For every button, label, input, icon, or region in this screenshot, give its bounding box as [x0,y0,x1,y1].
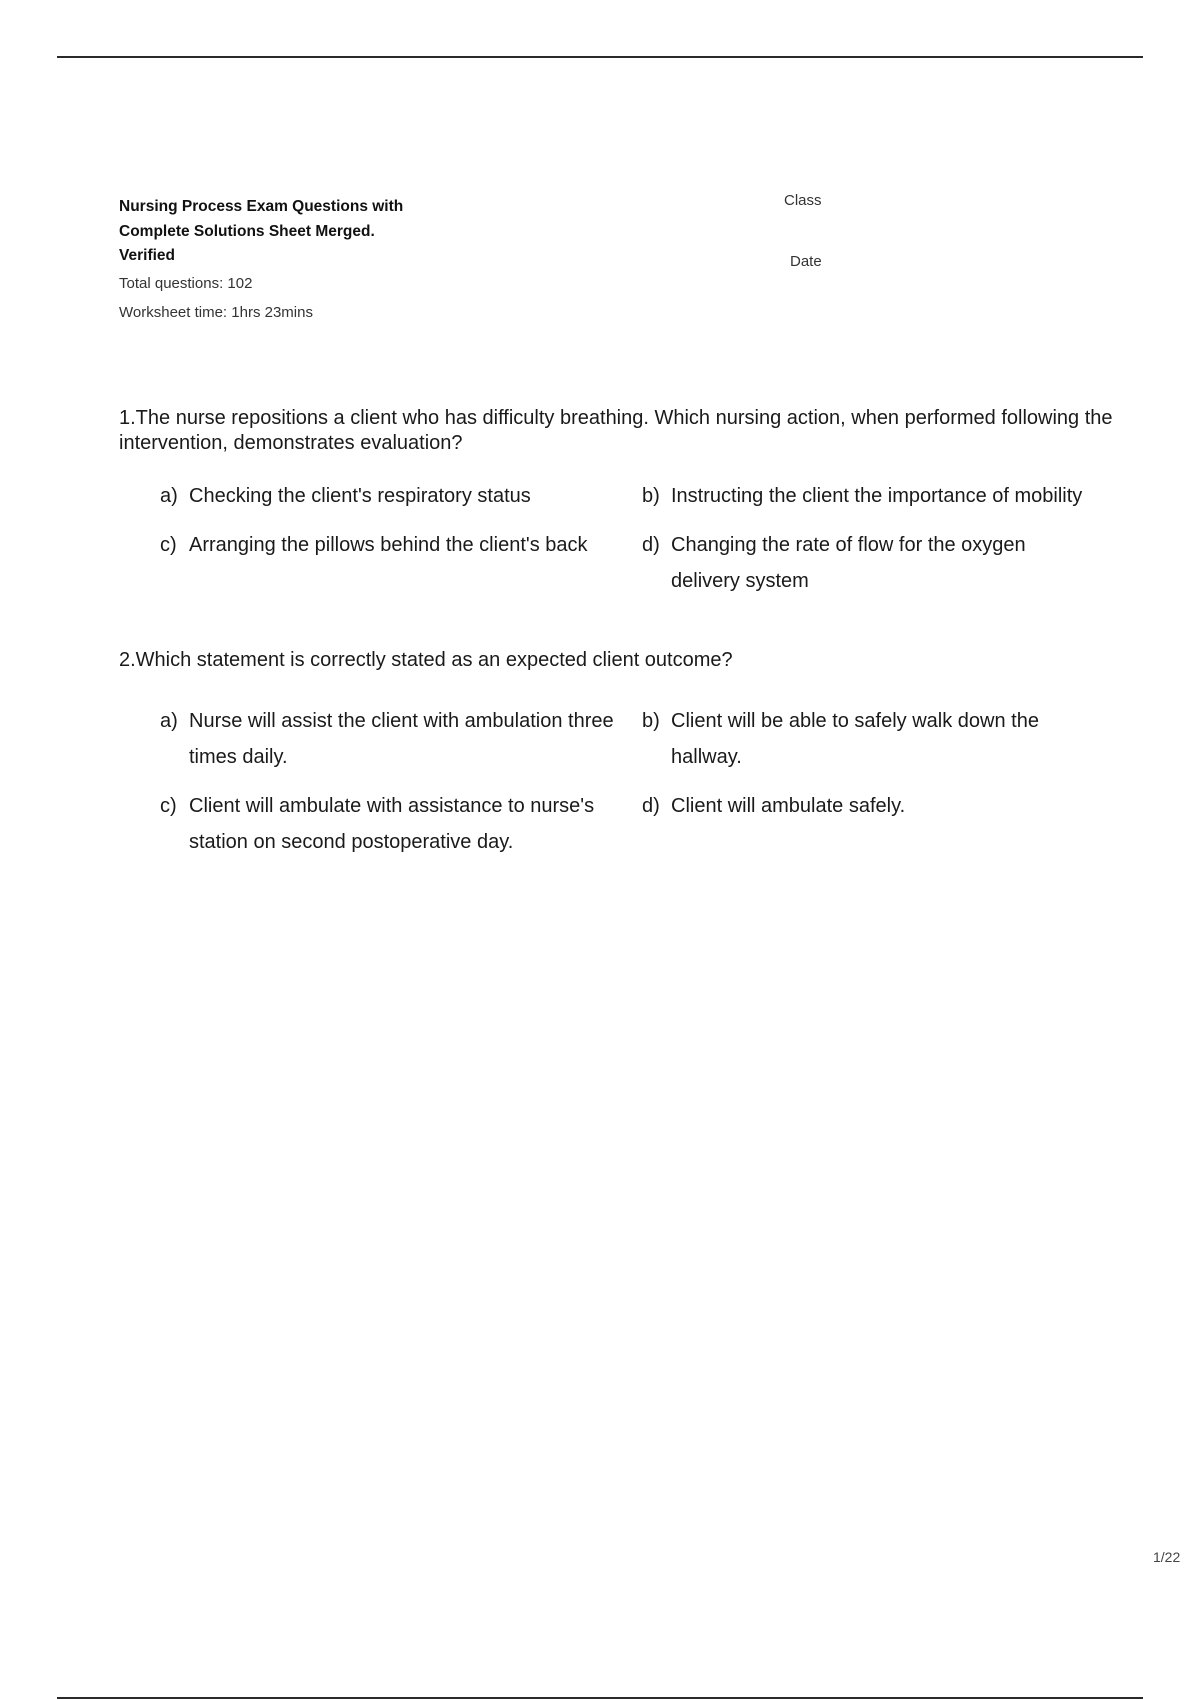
option-text: Client will ambulate with assistance to nurse's station on second postoperative day. [189,795,595,853]
option-text: Client will be able to safely walk down the hallway. [671,710,1039,768]
class-label: Class [784,192,822,209]
option-letter: b) [642,710,660,732]
option-text: Client will ambulate safely. [671,795,906,817]
worksheet-time: Worksheet time: 1hrs 23mins [119,303,313,321]
question-1-option-b[interactable] [642,478,1112,514]
title-line-3: Verified [119,247,175,264]
option-letter: d) [642,795,660,817]
option-text: Instructing the client the importance of mobility [671,485,1083,507]
top-divider [57,56,1143,58]
option-text: Nurse will assist the client with ambulation three times daily. [189,710,614,768]
date-label: Date [790,253,822,270]
question-1-text: 1.The nurse repositions a client who has difficulty breathing. Which nursing action, when performed following the intervention, demonstrates evaluation? [119,407,1113,454]
title-line-2: Complete Solutions Sheet Merged. [119,222,375,240]
option-letter: c) [160,534,177,556]
option-letter: d) [642,534,660,556]
option-letter: a) [160,710,178,732]
document-title [119,195,459,269]
bottom-divider [57,1697,1143,1699]
page-number: 1/22 [1153,1549,1181,1565]
question-2-option-d[interactable] [642,788,1062,824]
question-1-options [160,456,1120,606]
title-line-1: Nursing Process Exam Questions with [119,198,404,215]
question-2 [119,648,1149,873]
option-letter: b) [642,485,660,507]
question-1-option-c[interactable] [160,527,630,563]
question-1-option-d[interactable] [642,527,1042,599]
worksheet-header [119,195,459,321]
option-text: Checking the client's respiratory status [189,485,531,507]
option-text: Changing the rate of flow for the oxygen delivery system [671,534,1026,592]
total-questions: Total questions: 102 [119,274,253,292]
question-1-option-a[interactable] [160,478,630,514]
question-2-option-b[interactable] [642,703,1062,775]
option-text: Arranging the pillows behind the client's back [189,534,588,556]
option-letter: a) [160,485,178,507]
question-1 [119,406,1149,606]
question-2-options [160,673,1120,873]
question-2-option-a[interactable] [160,703,635,775]
question-2-option-c[interactable] [160,788,630,860]
option-letter: c) [160,795,177,817]
question-2-text: 2.Which statement is correctly stated as an expected client outcome? [119,649,733,671]
